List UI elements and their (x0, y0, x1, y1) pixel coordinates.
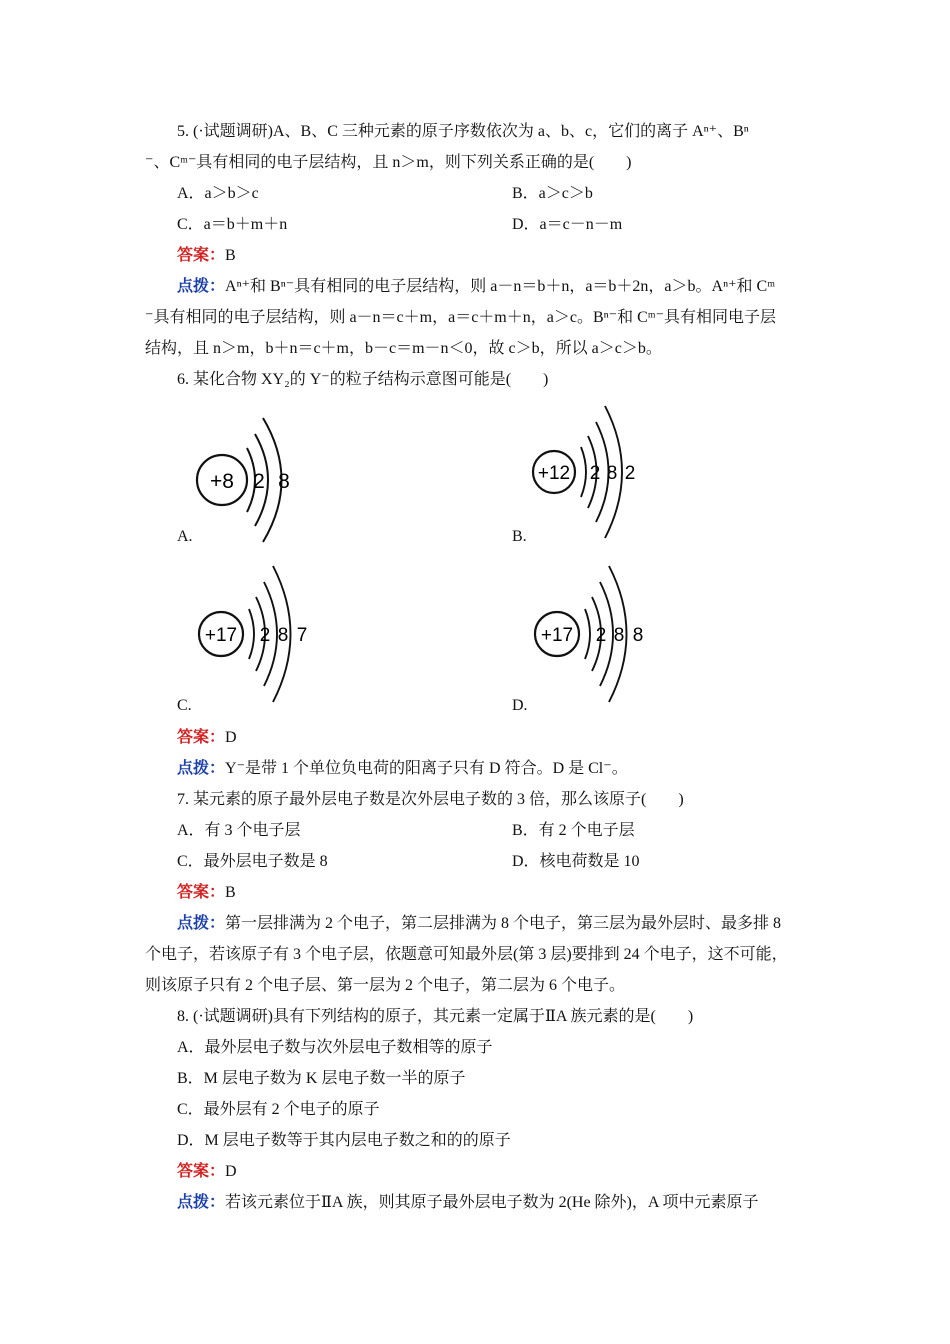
q6-hint (177, 758, 847, 780)
q7-option-a: A．有 3 个电子层 (177, 822, 301, 839)
shell-electrons: 2 (595, 625, 607, 646)
hint-text: 若该元素位于ⅡA 族，则其原子最外层电子数为 2(He 除外)，A 项中元素原子 (225, 1194, 759, 1211)
shell-electrons: 8 (277, 625, 289, 646)
shell-electrons: 2 (589, 463, 601, 484)
hint-text: 第一层排满为 2 个电子，第二层排满为 8 个电子，第三层为最外层时、最多排 8 (225, 915, 782, 932)
nucleus-charge: +12 (537, 463, 571, 484)
q5-stem-line2: ⁻、Cᵐ⁻具有相同的电子层结构，且 n＞m，则下列关系正确的是( ) (145, 154, 632, 171)
shell-arc (585, 609, 590, 659)
q8-option-c: C．最外层有 2 个电子的原子 (177, 1101, 380, 1118)
shell-electrons: 8 (606, 463, 618, 484)
hint-label: 点拨： (177, 1194, 226, 1211)
q5-option-d: D．a＝c－n－m (512, 216, 623, 233)
answer-label: 答案： (177, 884, 226, 901)
q6-option-d-label: D. (512, 697, 528, 714)
q6-stem: 6. 某化合物 XY₂的 Y⁻的粒子结构示意图可能是( ) (177, 371, 549, 388)
answer-label: 答案： (177, 729, 226, 746)
q8-option-a: A．最外层电子数与次外层电子数相等的原子 (177, 1039, 493, 1056)
shell-electrons: 8 (278, 470, 290, 493)
nucleus-charge: +8 (210, 470, 234, 493)
answer-label: 答案： (177, 1163, 226, 1180)
atom-diagram-c (198, 564, 313, 704)
answer-value: D (225, 729, 237, 746)
hint-text: Y⁻是带 1 个单位负电荷的阳离子只有 D 符合。D 是 Cl⁻。 (225, 760, 628, 777)
hint-label: 点拨： (177, 278, 226, 295)
q6-answer (177, 727, 847, 749)
nucleus-charge: +17 (540, 625, 574, 646)
q8-answer (177, 1161, 847, 1183)
q7-option-c: C．最外层电子数是 8 (177, 853, 328, 870)
q5-answer (177, 245, 847, 267)
atom-diagram-d (534, 564, 649, 704)
shell-arc (249, 609, 254, 659)
q5-hint-line3: 结构，且 n＞m，b＋n＝c＋m，b－c＝m－n＜0，故 c＞b，所以 a＞c＞b。 (145, 340, 662, 357)
nucleus-charge: +17 (204, 625, 238, 646)
q7-option-d: D．核电荷数是 10 (512, 853, 640, 870)
shell-arc (581, 447, 586, 497)
answer-value: D (225, 1163, 237, 1180)
shell-electrons: 2 (253, 470, 265, 493)
q7-stem: 7. 某元素的原子最外层电子数是次外层电子数的 3 倍，那么该原子( ) (177, 791, 684, 808)
shell-electrons: 2 (624, 463, 636, 484)
shell-electrons: 8 (632, 625, 644, 646)
q7-hint-line2: 个电子，若该原子有 3 个电子层，依题意可知最外层(第 3 层)要排到 24 个电子，这不可能， (145, 946, 788, 963)
q8-hint-line1 (177, 1192, 847, 1214)
q5-hint-line2: ⁻具有相同的电子层结构，则 a－n＝c＋m，a＝c＋m＋n，a＞c。Bⁿ⁻和 Cᵐ⁻具有相同电子层 (145, 309, 777, 326)
q5-hint-line1 (177, 276, 847, 298)
q5-option-c: C．a＝b＋m＋n (177, 216, 288, 233)
hint-text: Aⁿ⁺和 Bⁿ⁻具有相同的电子层结构，则 a－n＝b＋n，a＝b＋2n，a＞b。Aⁿ⁺和 Cᵐ (225, 278, 776, 295)
q7-hint-line1 (177, 913, 847, 935)
hint-label: 点拨： (177, 915, 226, 932)
q6-option-a-label: A. (177, 528, 193, 545)
q5-option-b: B．a＞c＞b (512, 185, 593, 202)
q6-option-b-label: B. (512, 528, 527, 545)
q7-hint-line3: 则该原子只有 2 个电子层、第一层为 2 个电子，第二层为 6 个电子。 (145, 977, 626, 994)
atom-diagram-b (531, 402, 641, 542)
hint-label: 点拨： (177, 760, 226, 777)
answer-label: 答案： (177, 247, 226, 264)
shell-electrons: 2 (259, 625, 271, 646)
q8-stem: 8. (·试题调研)具有下列结构的原子，其元素一定属于ⅡA 族元素的是( ) (177, 1008, 694, 1025)
q5-stem-line1: 5. (·试题调研)A、B、C 三种元素的原子序数依次为 a、b、c，它们的离子 Aⁿ⁺、Bⁿ (177, 123, 749, 140)
shell-electrons: 8 (613, 625, 625, 646)
q7-option-b: B．有 2 个电子层 (512, 822, 635, 839)
answer-value: B (225, 884, 236, 901)
q8-option-d: D．M 层电子数等于其内层电子数之和的的原子 (177, 1132, 511, 1149)
shell-electrons: 7 (296, 625, 308, 646)
q8-option-b: B．M 层电子数为 K 层电子数一半的原子 (177, 1070, 466, 1087)
answer-value: B (225, 247, 236, 264)
atom-diagram-a (195, 410, 305, 550)
q6-option-c-label: C. (177, 697, 192, 714)
q7-answer (177, 882, 847, 904)
q5-option-a: A．a＞b＞c (177, 185, 259, 202)
